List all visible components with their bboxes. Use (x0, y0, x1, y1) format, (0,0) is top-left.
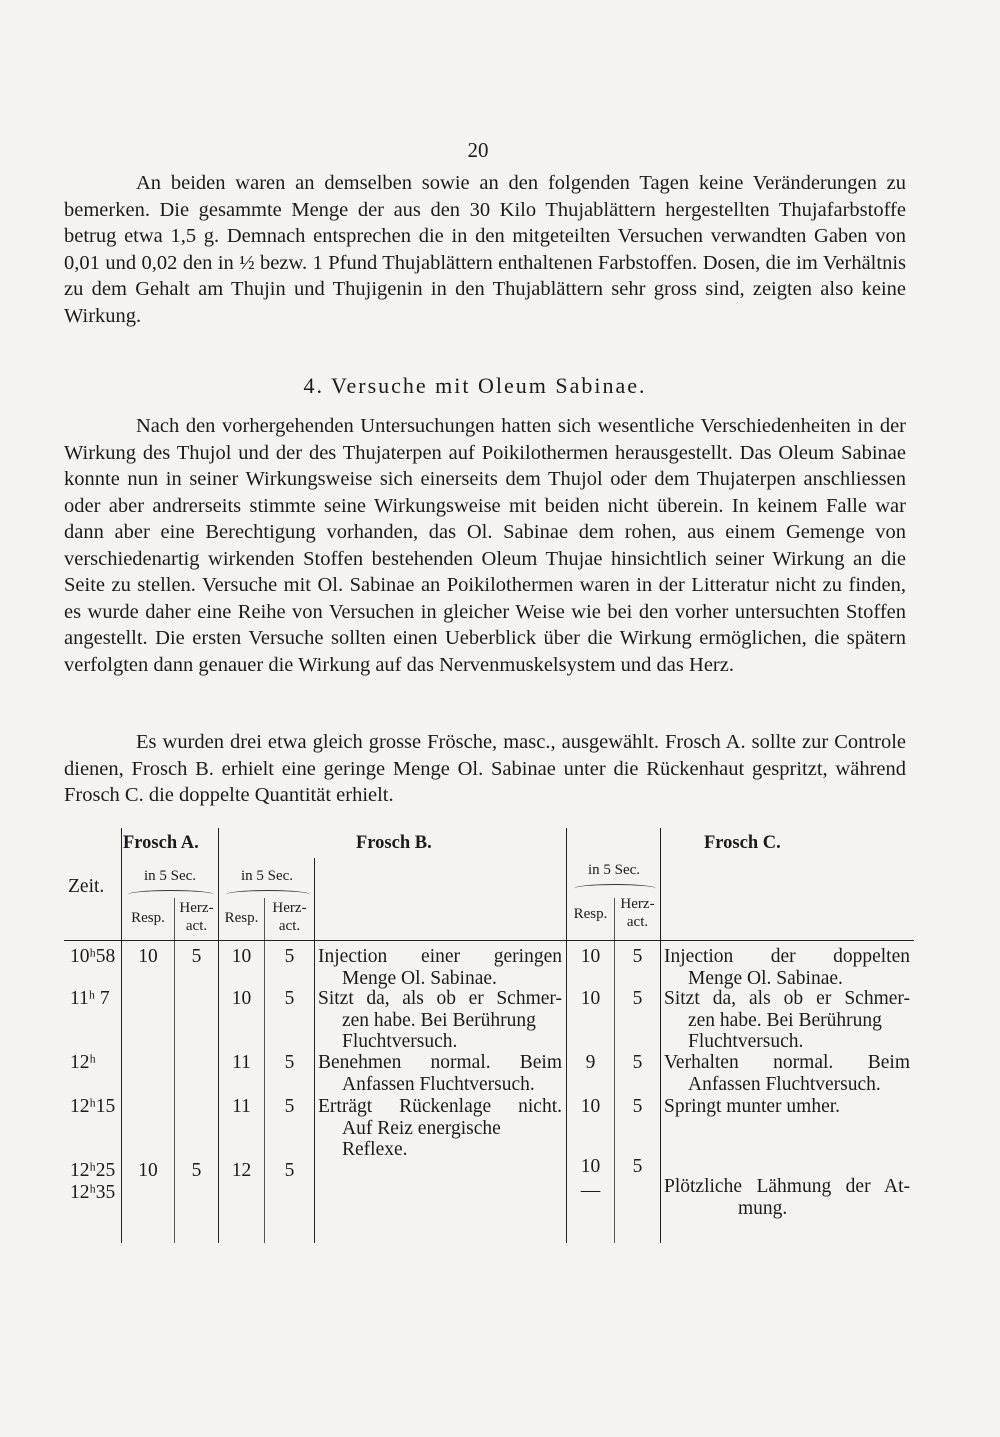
row2-b-note: Sitzt da, als ob er Schmer- zen habe. Bei Berührung Fluchtversuch. (318, 988, 562, 1052)
header-b-resp: Resp. (224, 910, 259, 926)
row5-a-resp: 10 (138, 1160, 158, 1181)
row5-zeit: 12ʰ25 (70, 1160, 116, 1181)
row5-c-herz: 5 (632, 1156, 643, 1177)
row3-b-resp: 11 (232, 1052, 251, 1073)
row3-c-herz: 5 (632, 1052, 643, 1073)
row3-c-note: Verhalten normal. Beim Anfassen Fluchtversuch. (664, 1052, 910, 1095)
row4-c-note: Springt munter umher. (664, 1096, 841, 1117)
row5-a-herz: 5 (191, 1160, 202, 1181)
row1-a-resp: 10 (138, 946, 158, 967)
header-b-in5sec: in 5 Sec. (240, 868, 294, 884)
header-a-act: act. (185, 918, 208, 934)
row1-b-note: Injection einer geringen Menge Ol. Sabinae. (318, 946, 562, 989)
row2-c-note: Sitzt da, als ob er Schmer- zen habe. Bei Berührung Fluchtversuch. (664, 988, 910, 1052)
header-c-act: act. (626, 914, 649, 930)
paragraph-experiment: Es wurden drei etwa gleich grosse Frösche, masc., ausgewählt. Frosch A. sollte zur Controle dienen, Frosch B. erhielt eine geringe Menge Ol. Sabinae unter die Rückenhaut gespritzt, während Frosch C. die doppelte Quantität erhielt. (64, 731, 906, 806)
row2-b-herz: 5 (284, 988, 295, 1009)
frog-experiment-table (64, 828, 914, 1243)
row2-c-resp: 10 (580, 988, 601, 1009)
row3-b-herz: 5 (284, 1052, 295, 1073)
row2-b-resp: 10 (231, 988, 252, 1009)
row1-b-resp: 10 (231, 946, 252, 967)
section-heading: 4. Versuche mit Oleum Sabinae. (303, 373, 647, 398)
row3-c-resp: 9 (585, 1052, 596, 1073)
header-c-herz: Herz- (620, 896, 655, 912)
header-c-resp: Resp. (573, 906, 608, 922)
row4-b-herz: 5 (284, 1096, 295, 1117)
row6-zeit: 12ʰ35 (70, 1182, 116, 1203)
paragraph-method: Nach den vorhergehenden Untersuchungen hatten sich wesentliche Verschiedenheiten in der Wirkung des Thujol und der des Thujaterpen auf Poikilothermen herausgestellt. Das Oleum Sabinae konnte nun in seiner Wirkungsweise sich einerseits dem Thujol oder dem Thujaterpen anschliessen oder aber andrerseits stimmte seine Wirkungsweise mit beiden nicht überein. In keinem Falle war dann aber eine Berechtigung vorhanden, das Ol. Sabinae dem rohen, aus einem Gemenge von verschiedenartig wirkenden Stoffen bestehenden Oleum Thujae hinsichtlich seiner Wirkung an die Seite zu stellen. Versuche mit Ol. Sabinae an Poikilothermen waren in der Litteratur nicht zu finden, es wurde daher eine Reihe von Versuchen in gleicher Weise wie bei den vorher untersuchten Stoffen angestellt. Die ersten Versuche sollten einen Ueberblick über die Wirkung ermöglichen, die spätern verfolgten dann genauer die Wirkung auf das Nervenmuskelsystem und das Herz. (64, 415, 906, 676)
paragraph-intro: An beiden waren an demselben sowie an den folgenden Tagen keine Veränderungen zu bemerken. Die gesammte Menge der aus den 30 Kilo Thujablättern hergestellten Thujafarbstoffe betrug etwa 1,5 g. Demnach entsprechen die in den mitgeteilten Versuchen verwandten Gaben von 0,01 und 0,02 den in ½ bezw. 1 Pfund Thujablättern enthaltenen Farbstoffen. Dosen, die im Verhältnis zu dem Gehalt am Thujin und Thujigenin in den Thujablättern sehr gross sind, zeigten also keine Wirkung. (64, 172, 906, 327)
row4-zeit: 12ʰ15 (70, 1096, 116, 1117)
header-b-act: act. (278, 918, 301, 934)
row5-b-resp: 12 (231, 1160, 252, 1181)
row1-c-note: Injection der doppelten Menge Ol. Sabinae. (664, 946, 910, 989)
page-number: 20 (467, 138, 489, 162)
row1-c-resp: 10 (580, 946, 601, 967)
header-a-herz: Herz- (179, 900, 214, 916)
row3-b-note: Benehmen normal. Beim Anfassen Fluchtversuch. (318, 1052, 562, 1095)
header-frosch-b: Frosch B. (356, 833, 432, 853)
row3-zeit: 12ʰ (70, 1052, 96, 1073)
row1-zeit: 10ʰ58 (70, 946, 116, 967)
row1-c-herz: 5 (632, 946, 643, 967)
row2-zeit: 11ʰ 7 (70, 988, 110, 1009)
header-a-resp: Resp. (131, 910, 165, 926)
row5-b-herz: 5 (284, 1160, 295, 1181)
row4-b-resp: 11 (232, 1096, 251, 1117)
row5-c-resp: 10 (580, 1156, 601, 1177)
row4-b-note: Erträgt Rückenlage nicht. Auf Reiz energische Reflexe. (318, 1096, 562, 1160)
row4-c-resp: 10 (580, 1096, 601, 1117)
row1-a-herz: 5 (191, 946, 202, 967)
row6-c-resp: — (580, 1180, 601, 1201)
header-a-in5sec: in 5 Sec. (143, 868, 197, 884)
header-frosch-a: Frosch A. (123, 833, 199, 853)
header-b-herz: Herz- (272, 900, 307, 916)
row4-c-herz: 5 (632, 1096, 643, 1117)
row6-c-note: Plötzliche Lähmung der At- mung. (664, 1176, 910, 1219)
header-frosch-c: Frosch C. (704, 833, 781, 853)
header-c-in5sec: in 5 Sec. (587, 862, 641, 878)
row2-c-herz: 5 (632, 988, 643, 1009)
header-zeit: Zeit. (68, 876, 105, 897)
row1-b-herz: 5 (284, 946, 295, 967)
